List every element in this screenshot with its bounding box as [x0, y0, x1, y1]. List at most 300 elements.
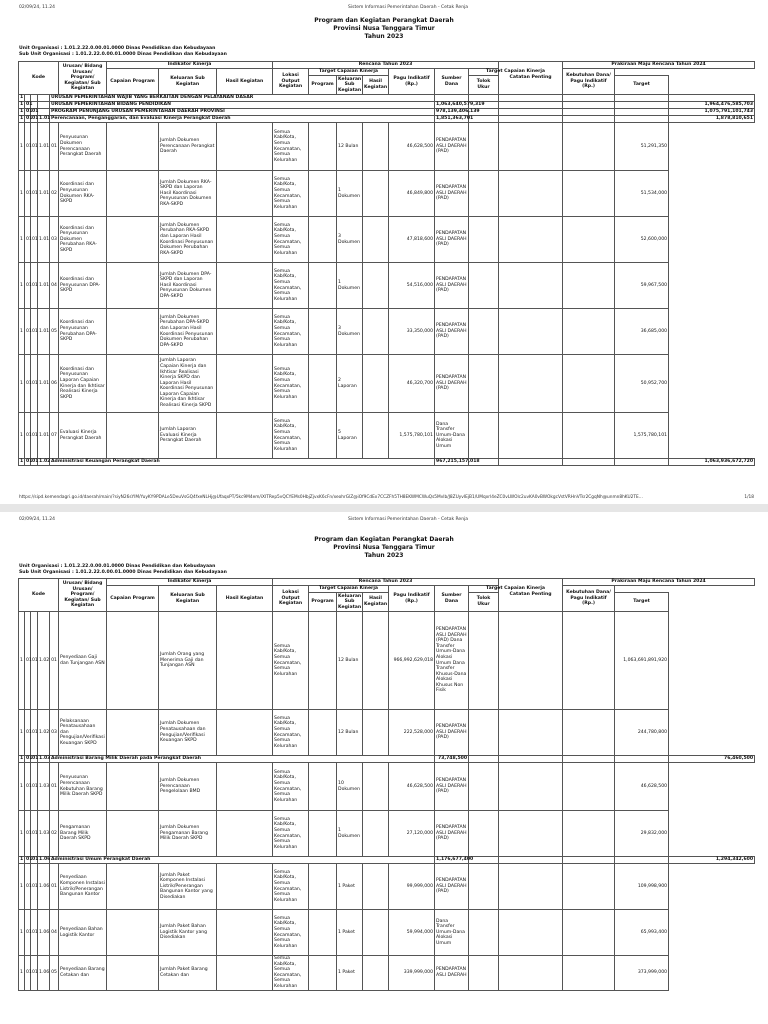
hasil-kegiatan — [217, 956, 273, 991]
kode-cell: 01 — [32, 116, 39, 122]
pagu-indikatif: 222,528,000 — [389, 710, 435, 756]
header-rencana-tahun: Rencana Tahun 2023 — [273, 579, 499, 586]
kode-cell: 1.01 — [38, 171, 50, 217]
kode-cell: 01 — [50, 123, 59, 171]
print-date: 02/09/24, 11.24 — [19, 5, 55, 10]
lokasi-output: Semua Kab/Kota, Semua Kecamatan, Semua Kelurahan — [273, 217, 309, 263]
kode-cell: 01 — [31, 956, 38, 991]
target — [563, 956, 615, 991]
group-label: URUSAN PEMERINTAHAN BIDANG PENDIDIKAN — [50, 102, 435, 109]
keluaran-sub-kegiatan: Jumlah Dokumen Perencanaan Perangkat Daerah — [159, 123, 217, 171]
kode-cell: 03 — [50, 217, 59, 263]
header-target: Target — [615, 76, 669, 95]
target — [615, 102, 669, 109]
pagu-indikatif: 46,628,500 — [389, 123, 435, 171]
target-hasil — [363, 263, 389, 309]
pagu-indikatif: 978,139,406,139 — [436, 109, 480, 115]
kode-cell: 01 — [31, 864, 38, 910]
kode-cell: 01 — [25, 956, 31, 991]
table-row — [19, 864, 755, 910]
sumber-dana: PENDAPATAN ASLI DAERAH (PAD) — [435, 763, 469, 811]
kode-cell: 1.01 — [38, 309, 50, 355]
hasil-kegiatan — [217, 309, 273, 355]
kode-cell: 01 — [25, 763, 31, 811]
header-keluaran-sub-kegiatan: Keluaran Sub Kegiatan — [159, 69, 217, 95]
kode-cell: 1.06 — [38, 864, 50, 910]
kode-cell: 03 — [50, 710, 59, 756]
kode-cell — [38, 109, 50, 116]
tolok-ukur — [499, 171, 563, 217]
hasil-kegiatan — [217, 217, 273, 263]
capaian-program — [107, 309, 159, 355]
kode-cell: 01 — [31, 171, 38, 217]
sumber-dana: PENDAPATAN ASLI DAERAH (PAD) — [435, 123, 469, 171]
print-page-1 — [0, 0, 768, 504]
header-kebutuhan-dana: Kebutuhan Dana/ Pagu Indikatif (Rp.) — [563, 586, 615, 612]
sumber-dana: Dana Transfer Umum-Dana Alokasi Umum — [435, 413, 469, 459]
kebutuhan-dana: 50,952,700 — [615, 355, 669, 413]
kode-cell: 1 — [19, 217, 25, 263]
pagu-indikatif — [435, 95, 469, 102]
sub-kegiatan-label: Penyediaan Bahan Logistik Kantor — [59, 910, 107, 956]
keluaran-sub-kegiatan: Jumlah Dokumen Perubahan RKA-SKPD dan Laporan Hasil Koordinasi Penyusunan Dokumen Perubahan RKA-SKPD — [159, 217, 217, 263]
header-kode: Kode — [19, 579, 59, 612]
unit-organisasi: Unit Organisasi : 1.01.2.22.0.00.01.0000 Dinas Pendidikan dan Kebudayaan — [19, 564, 216, 569]
table-row — [19, 171, 755, 217]
catatan-penting — [469, 355, 499, 413]
catatan-penting — [469, 763, 499, 811]
pagu-indikatif: 1,176,677,400 — [436, 857, 474, 863]
keluaran-sub-kegiatan: Jumlah Dokumen DPA-SKPD dan Laporan Hasil Koordinasi Penyusunan Dokumen DPA-SKPD — [159, 263, 217, 309]
kode-cell: 1.06 — [38, 910, 50, 956]
table-row — [19, 413, 755, 459]
kode-cell: 01 — [32, 857, 39, 863]
catatan-penting — [469, 217, 499, 263]
header-sumber-dana: Sumber Dana — [435, 586, 469, 612]
keluaran-sub-kegiatan: Jumlah Orang yang Menerima Gaji dan Tunjangan ASN — [159, 612, 217, 710]
group-row — [19, 95, 755, 102]
sumber-dana: PENDAPATAN ASLI DAERAH (PAD) — [435, 217, 469, 263]
target — [563, 910, 615, 956]
page-title-2 — [0, 536, 768, 560]
kode-cell: 1.06 — [38, 956, 50, 991]
catatan-penting — [469, 309, 499, 355]
target-hasil — [363, 910, 389, 956]
capaian-program — [107, 171, 159, 217]
title-line-2: Provinsi Nusa Tenggara Timur — [333, 25, 435, 32]
keluaran-sub-kegiatan: Jumlah Dokumen Penatausahaan dan Pengujian/Verifikasi Keuangan SKPD — [159, 710, 217, 756]
header-urusan: Urusan/ Bidang Urusan/ Program/ Kegiatan/ Sub Kegiatan — [59, 62, 107, 95]
keluaran-sub-kegiatan: Jumlah Dokumen RKA-SKPD dan Laporan Hasil Koordinasi Penyusunan Dokumen RKA-SKPD — [159, 171, 217, 217]
target-hasil — [363, 763, 389, 811]
target-keluaran: 3 Dokumen — [337, 309, 363, 355]
sub-kegiatan-label: Koordinasi dan Penyusunan Dokumen RKA-SKPD — [59, 171, 107, 217]
pagu-indikatif: 99,999,000 — [389, 864, 435, 910]
target-hasil — [363, 355, 389, 413]
kode-cell: 1.02 — [38, 612, 50, 710]
capaian-program — [107, 956, 159, 991]
capaian-program — [107, 612, 159, 710]
sumber-dana — [469, 857, 499, 864]
kode-cell: 01 — [31, 413, 38, 459]
kode-cell: 01 — [31, 217, 38, 263]
pagu-indikatif: 54,516,000 — [389, 263, 435, 309]
target — [615, 459, 669, 466]
header-pagu-indikatif: Pagu Indikatif (Rp.) — [389, 586, 435, 612]
header-catatan-penting: Catatan Penting — [499, 579, 563, 612]
sumber-dana: PENDAPATAN ASLI DAERAH (PAD) — [435, 309, 469, 355]
target-program — [309, 811, 337, 857]
target-program — [309, 171, 337, 217]
kode-cell: 01 — [50, 763, 59, 811]
title-line-3: Tahun 2023 — [364, 552, 404, 559]
group-row — [19, 756, 755, 763]
kode-cell: 1.01 — [38, 355, 50, 413]
target-keluaran: 1 Dokumen — [337, 811, 363, 857]
group-label: PROGRAM PENUNJANG URUSAN PEMERINTAHAN DAERAH PROVINSI — [50, 109, 435, 116]
target — [563, 612, 615, 710]
kebutuhan-dana: 52,600,000 — [615, 217, 669, 263]
target-keluaran: 2 Laporan — [337, 355, 363, 413]
tolok-ukur — [499, 864, 563, 910]
sub-kegiatan-label: Pelaksanaan Penatausahaan dan Pengujian/Verifikasi Keuangan SKPD — [59, 710, 107, 756]
kode-cell: 02 — [50, 811, 59, 857]
hasil-kegiatan — [217, 355, 273, 413]
header-lokasi-output: Lokasi Output Kegiatan — [273, 69, 309, 95]
capaian-program — [107, 355, 159, 413]
catatan-penting — [499, 459, 563, 466]
hasil-kegiatan — [217, 910, 273, 956]
kode-cell: 01 — [31, 123, 38, 171]
sumber-dana: PENDAPATAN ASLI DAERAH (PAD) — [435, 811, 469, 857]
header-target-capaian-2024: Target Capaian Kinerja — [469, 586, 563, 593]
kode-cell: 1 — [20, 857, 24, 863]
kode-cell: 1 — [19, 355, 25, 413]
kebutuhan-dana: 76,460,500 — [669, 756, 755, 763]
kode-cell: 01 — [26, 756, 33, 762]
page-separator — [0, 504, 768, 512]
kode-cell: 01 — [25, 263, 31, 309]
kode-cell: 01 — [25, 811, 31, 857]
target — [563, 309, 615, 355]
hasil-kegiatan — [217, 763, 273, 811]
kode-cell: 01 — [32, 459, 39, 465]
lokasi-output: Semua Kab/Kota, Semua Kecamatan, Semua Kelurahan — [273, 171, 309, 217]
sumber-dana — [469, 756, 499, 763]
header-indikator-kinerja: Indikator Kinerja — [107, 62, 273, 69]
target — [563, 123, 615, 171]
sumber-dana: PENDAPATAN ASLI DAERAH (PAD) Dana Transfer Umum-Dana Alokasi Umum Dana Transfer Khusus-Dana Alokasi Khusus Non Fisik — [435, 612, 469, 710]
keluaran-sub-kegiatan: Jumlah Paket Barang Cetakan dan — [159, 956, 217, 991]
target-keluaran: 12 Bulan — [337, 612, 363, 710]
lokasi-output: Semua Kab/Kota, Semua Kecamatan, Semua Kelurahan — [273, 263, 309, 309]
capaian-program — [107, 864, 159, 910]
table-row — [19, 263, 755, 309]
kebutuhan-dana: 1,964,476,585,703 — [669, 102, 755, 109]
kode-cell: 01 — [26, 857, 33, 863]
table-row — [19, 956, 755, 991]
kode-cell: 1.02 — [39, 459, 51, 465]
target-program — [309, 710, 337, 756]
title-line-1: Program dan Kegiatan Perangkat Daerah — [314, 536, 454, 543]
target-program — [309, 123, 337, 171]
keluaran-sub-kegiatan: Jumlah Paket Komponen Instalasi Listrik/Penerangan Bangunan Kantor yang Disediakan — [159, 864, 217, 910]
kebutuhan-dana — [669, 95, 755, 102]
kode-cell: 1.01 — [38, 217, 50, 263]
pagu-indikatif: 33,350,000 — [389, 309, 435, 355]
lokasi-output: Semua Kab/Kota, Semua Kecamatan, Semua Kelurahan — [273, 123, 309, 171]
lokasi-output: Semua Kab/Kota, Semua Kecamatan, Semua Kelurahan — [273, 763, 309, 811]
kode-cell: 01 — [26, 116, 33, 122]
tolok-ukur — [499, 355, 563, 413]
table-row — [19, 710, 755, 756]
unit-organization-block-2 — [19, 564, 227, 575]
tolok-ukur — [499, 309, 563, 355]
kode-cell: 1 — [20, 109, 24, 115]
kode-cell: 01 — [25, 864, 31, 910]
kode-cell: 1 — [20, 95, 24, 101]
catatan-penting — [469, 263, 499, 309]
header-prakiraan-maju: Prakiraan Maju Rencana Tahun 2024 — [563, 579, 755, 586]
kebutuhan-dana: 59,967,500 — [615, 263, 669, 309]
target — [563, 217, 615, 263]
pagu-indikatif: 967,215,157,018 — [436, 459, 480, 465]
target-keluaran: 10 Dokumen — [337, 763, 363, 811]
kode-cell: 01 — [25, 413, 31, 459]
kode-cell: 1 — [19, 811, 25, 857]
sub-kegiatan-label: Koordinasi dan Penyusunan Laporan Capaian Kinerja dan Ikhtisar Realisasi Kinerja SKPD — [59, 355, 107, 413]
pagu-indikatif: 27,120,000 — [389, 811, 435, 857]
header-hasil-kegiatan: Hasil Kegiatan — [217, 69, 273, 95]
group-row — [19, 102, 755, 109]
capaian-program — [107, 123, 159, 171]
sumber-dana: PENDAPATAN ASLI DAERAH (PAD) — [435, 864, 469, 910]
hasil-kegiatan — [217, 413, 273, 459]
kode-cell: 01 — [25, 355, 31, 413]
header-hasil-kegiatan: Hasil Kegiatan — [217, 586, 273, 612]
print-date-2: 02/09/24, 11.24 — [19, 517, 55, 522]
catatan-penting — [499, 102, 563, 109]
catatan-penting — [469, 171, 499, 217]
catatan-penting — [469, 811, 499, 857]
kode-cell: 1 — [19, 763, 25, 811]
target — [563, 811, 615, 857]
target-program — [309, 763, 337, 811]
header-target-capaian-2024: Target Capaian Kinerja — [469, 69, 563, 76]
target-hasil — [363, 123, 389, 171]
program-table-page-1 — [18, 61, 755, 466]
print-system-name-2: Sistem Informasi Pemerintahan Daerah - Cetak Renja — [348, 517, 469, 522]
kode-cell: 01 — [26, 459, 33, 465]
group-label: Administrasi Barang Milik Daerah pada Perangkat Daerah — [50, 756, 435, 763]
header-program: Program — [309, 593, 337, 612]
kebutuhan-dana: 51,534,000 — [615, 171, 669, 217]
print-footer — [19, 495, 754, 500]
target-program — [309, 217, 337, 263]
pagu-indikatif: 46,320,700 — [389, 355, 435, 413]
table-row — [19, 309, 755, 355]
target-keluaran: 3 Dokumen — [337, 217, 363, 263]
sub-kegiatan-label: Pengamanan Barang Milik Daerah SKPD — [59, 811, 107, 857]
lokasi-output: Semua Kab/Kota, Semua Kecamatan, Semua Kelurahan — [273, 413, 309, 459]
table-row — [19, 355, 755, 413]
kode-cell: 1 — [19, 309, 25, 355]
pagu-indikatif: 966,992,629,018 — [389, 612, 435, 710]
kode-cell — [38, 95, 50, 102]
target — [563, 864, 615, 910]
group-row — [19, 109, 755, 116]
hasil-kegiatan — [217, 123, 273, 171]
keluaran-sub-kegiatan: Jumlah Dokumen Perubahan DPA-SKPD dan Laporan Hasil Koordinasi Penyusunan Dokumen Perubahan DPA-SKPD — [159, 309, 217, 355]
target — [563, 171, 615, 217]
tolok-ukur — [499, 263, 563, 309]
target-program — [309, 910, 337, 956]
sumber-dana: PENDAPATAN ASLI DAERAH (PAD) — [435, 355, 469, 413]
kode-cell: 1 — [19, 956, 25, 991]
table-row — [19, 217, 755, 263]
pagu-indikatif: 1,063,640,579,319 — [436, 102, 485, 108]
lokasi-output: Semua Kab/Kota, Semua Kecamatan, Semua Kelurahan — [273, 910, 309, 956]
catatan-penting — [469, 710, 499, 756]
sumber-dana — [469, 116, 499, 123]
sub-kegiatan-label: Penyediaan Gaji dan Tunjangan ASN — [59, 612, 107, 710]
target-keluaran: 12 Bulan — [337, 123, 363, 171]
kode-cell: 1.03 — [38, 763, 50, 811]
kebutuhan-dana: 1,075,791,101,743 — [669, 109, 755, 116]
header-program: Program — [309, 76, 337, 95]
kode-cell: 1 — [19, 710, 25, 756]
kebutuhan-dana: 29,832,000 — [615, 811, 669, 857]
kode-cell: 01 — [32, 109, 39, 115]
program-table-page-2 — [18, 578, 755, 991]
target-program — [309, 612, 337, 710]
target — [563, 413, 615, 459]
kode-cell: 01 — [31, 309, 38, 355]
catatan-penting — [469, 413, 499, 459]
kode-cell: 1 — [20, 116, 24, 122]
capaian-program — [107, 763, 159, 811]
catatan-penting — [469, 123, 499, 171]
kode-cell: 01 — [25, 217, 31, 263]
tolok-ukur — [499, 217, 563, 263]
header-capaian-program: Capaian Program — [107, 586, 159, 612]
sumber-dana: Dana Transfer Umum-Dana Alokasi Umum — [435, 910, 469, 956]
group-row — [19, 459, 755, 466]
pagu-indikatif: 1,575,780,101 — [389, 413, 435, 459]
tolok-ukur — [499, 123, 563, 171]
tolok-ukur — [499, 956, 563, 991]
pagu-indikatif: 1,851,363,701 — [436, 116, 474, 122]
target-keluaran: 1 Paket — [337, 956, 363, 991]
hasil-kegiatan — [217, 263, 273, 309]
kode-cell: 1.01 — [39, 116, 51, 122]
kode-cell: 05 — [50, 309, 59, 355]
kode-cell: 01 — [26, 109, 33, 115]
kode-cell: 01 — [26, 102, 33, 108]
target-hasil — [363, 864, 389, 910]
kode-cell: 1.01 — [38, 123, 50, 171]
lokasi-output: Semua Kab/Kota, Semua Kecamatan, Semua Kelurahan — [273, 710, 309, 756]
header-catatan-penting: Catatan Penting — [499, 62, 563, 95]
kode-cell: 1 — [20, 102, 24, 108]
table-row — [19, 811, 755, 857]
sumber-dana — [469, 95, 499, 102]
kode-cell: 1.06 — [39, 857, 51, 863]
table-row — [19, 910, 755, 956]
target — [563, 763, 615, 811]
pagu-indikatif: 339,999,000 — [389, 956, 435, 991]
tolok-ukur — [499, 612, 563, 710]
target-keluaran: 1 Paket — [337, 864, 363, 910]
kode-cell: 1.01 — [38, 263, 50, 309]
hasil-kegiatan — [217, 171, 273, 217]
page-number: 1/18 — [744, 495, 754, 500]
kode-cell: 01 — [31, 355, 38, 413]
target-program — [309, 413, 337, 459]
kebutuhan-dana: 1,294,342,600 — [669, 857, 755, 864]
kode-cell: 01 — [25, 612, 31, 710]
tolok-ukur — [563, 857, 615, 864]
header-hasil: Hasil Kegiatan — [363, 593, 389, 612]
kebutuhan-dana: 65,993,400 — [615, 910, 669, 956]
catatan-penting — [469, 956, 499, 991]
catatan-penting — [499, 95, 563, 102]
hasil-kegiatan — [217, 811, 273, 857]
group-label: Administrasi Umum Perangkat Daerah — [50, 857, 435, 864]
catatan-penting — [499, 109, 563, 116]
sub-unit-organisasi: Sub Unit Organisasi : 1.01.2.22.0.00.01.0000 Dinas Pendidikan dan Kebudayaan — [19, 569, 227, 575]
sumber-dana: PENDAPATAN ASLI DAERAH (PAD) — [435, 171, 469, 217]
target-hasil — [363, 413, 389, 459]
group-label: Perencanaan, Penganggaran, dan Evaluasi Kinerja Perangkat Daerah — [50, 116, 435, 123]
kebutuhan-dana: 1,063,936,672,720 — [669, 459, 755, 466]
target-hasil — [363, 217, 389, 263]
target — [563, 263, 615, 309]
capaian-program — [107, 710, 159, 756]
kode-cell: 01 — [25, 710, 31, 756]
header-urusan: Urusan/ Bidang Urusan/ Program/ Kegiatan/ Sub Kegiatan — [59, 579, 107, 612]
header-target: Target — [615, 593, 669, 612]
footer-url[interactable]: https://sipd.kemendagri.go.id/daerah/main/?siyN26sYlM/YuyKY9PDALe5DeuVsGQ4fxeNLHj@UfaqxPT/5kc9M4em/iXITRep5vQCYEMs0HbjZjvxK6cFn/xeohrGlZ@iOf9CdEx7CCZFh5TH8EKWMCWuQs5Mvlb/J8ZUyvIEjB1/UMqxrl4eZC0vLWOlc2uvKA0vBWOkgcVstVRHnVTsr2CgqNh@unmn8hKU2TE... — [19, 495, 643, 500]
kode-cell: 01 — [32, 756, 39, 762]
header-tolok-ukur: Tolok Ukur — [469, 593, 499, 612]
kebutuhan-dana: 1,063,691,891,920 — [615, 612, 669, 710]
hasil-kegiatan — [217, 612, 273, 710]
unit-organisasi: Unit Organisasi : 1.01.2.22.0.00.01.0000 Dinas Pendidikan dan Kebudayaan — [19, 46, 216, 51]
lokasi-output: Semua Kab/Kota, Semua Kecamatan, Semua Kelurahan — [273, 355, 309, 413]
sub-kegiatan-label: Penyusunan Perencanaan Kebutuhan Barang Milik Daerah SKPD — [59, 763, 107, 811]
target-program — [309, 263, 337, 309]
header-keluaran-sub: Keluaran Sub Kegiatan — [338, 76, 362, 93]
catatan-penting — [499, 116, 563, 123]
target-program — [309, 309, 337, 355]
hasil-kegiatan — [217, 710, 273, 756]
kebutuhan-dana: 1,878,810,651 — [669, 116, 755, 123]
sub-kegiatan-label: Koordinasi dan Penyusunan Perubahan DPA- SKPD — [59, 309, 107, 355]
catatan-penting — [469, 864, 499, 910]
kode-cell: 1 — [19, 123, 25, 171]
sumber-dana: PENDAPATAN ASLI DAERAH — [435, 956, 469, 991]
tolok-ukur — [499, 763, 563, 811]
target — [615, 95, 669, 102]
kode-cell: 01 — [31, 710, 38, 756]
kode-cell: 01 — [31, 263, 38, 309]
kode-cell: 1 — [20, 459, 24, 465]
header-sumber-dana: Sumber Dana — [435, 69, 469, 95]
kode-cell: 1.03 — [38, 811, 50, 857]
kode-cell: 01 — [31, 910, 38, 956]
kode-cell: 1 — [19, 413, 25, 459]
